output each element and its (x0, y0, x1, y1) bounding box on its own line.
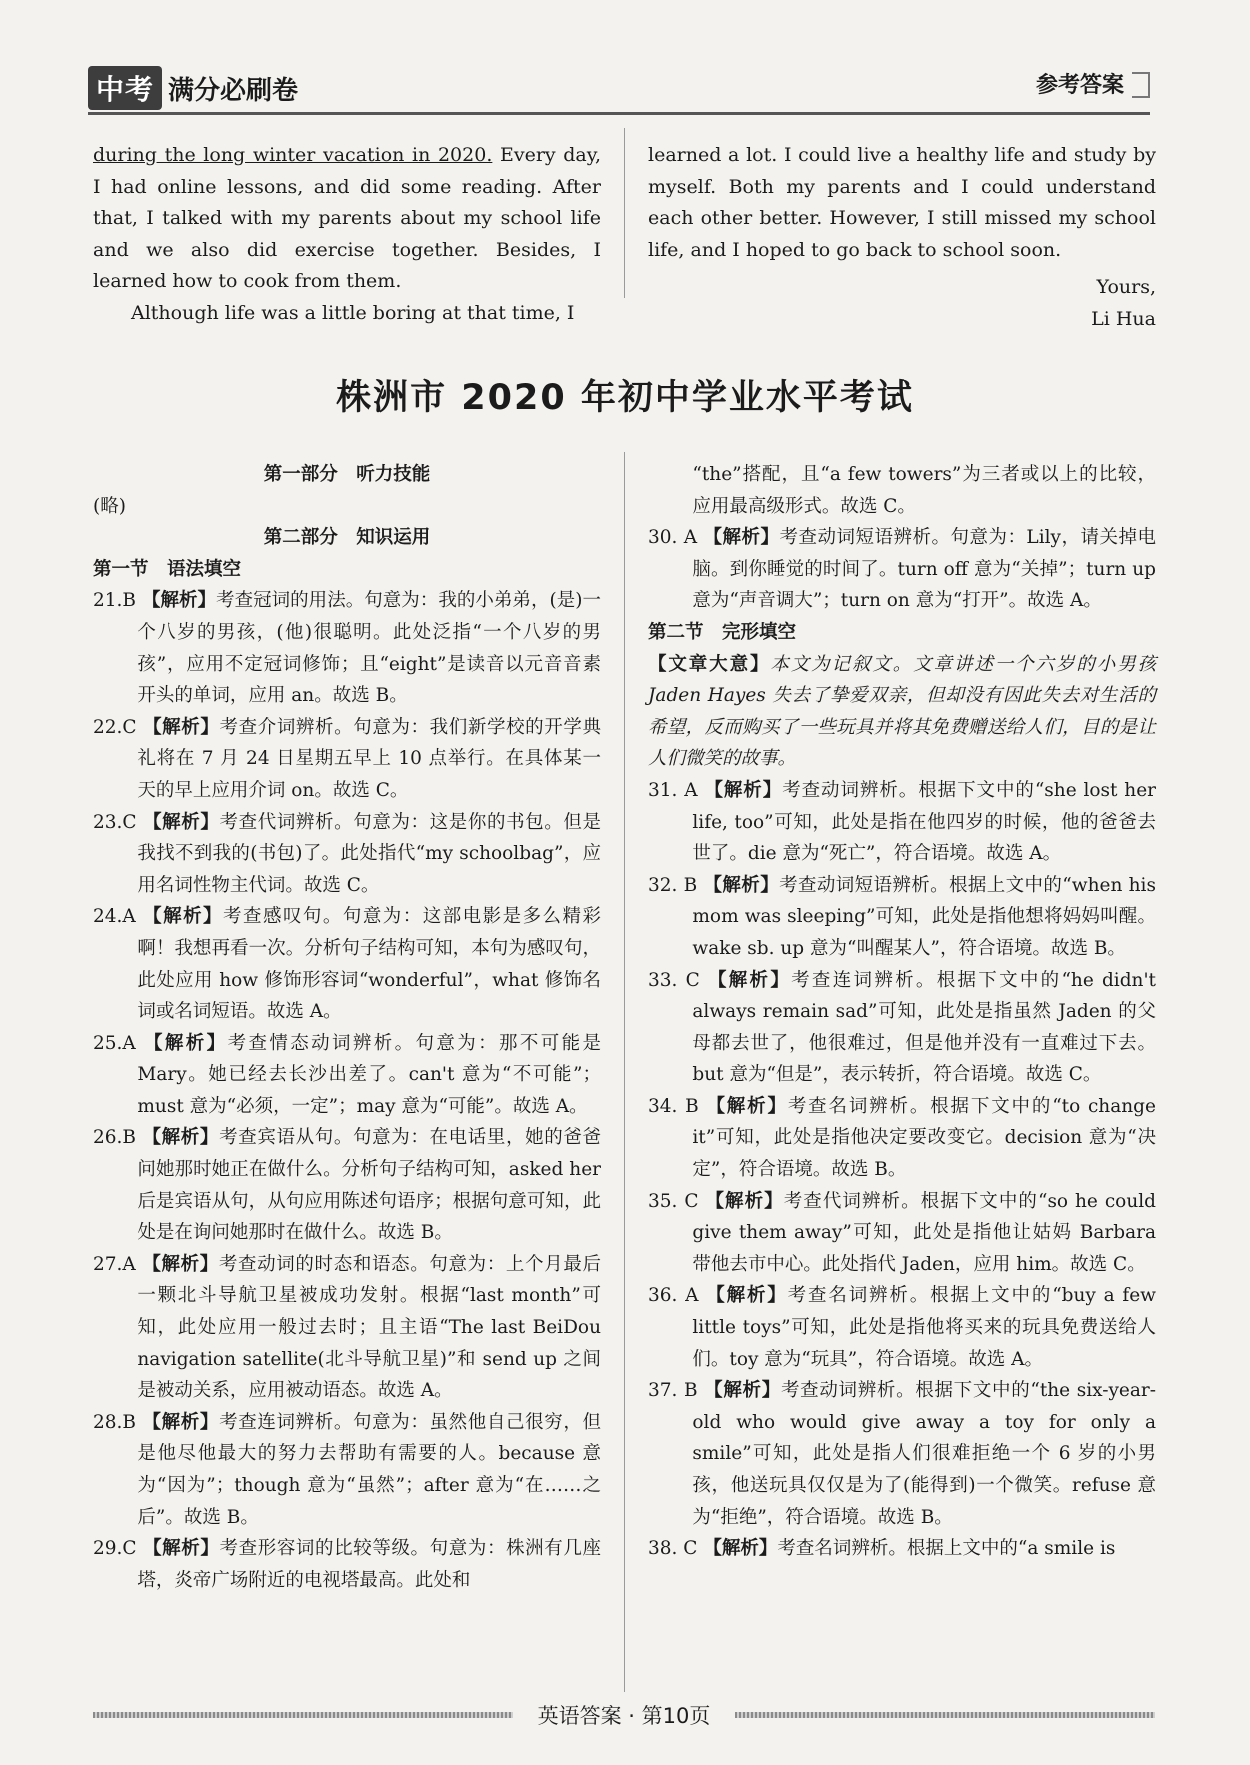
letter-closing: Yours, (1096, 276, 1156, 298)
answer-list-right (648, 775, 1156, 1565)
answer-item (93, 712, 601, 807)
answer-item (648, 775, 1156, 870)
answer-item-30: 30. A 【解析】考查动词短语辨析。句意为：Lily，请关掉电脑。到你睡觉的时间了。turn off 意为“关掉”；turn up 意为“声音调大”；turn on 意为“打开”。故选 A。 (648, 527, 1156, 612)
analysis-tag: 【解析】 (706, 1285, 788, 1307)
analysis-text: 考查名词辨析。根据上文中的“buy a few little toys”可知，此处是指他将买来的玩具免费送给人们。toy 意为“玩具”，符合语境。故选 A。 (692, 1285, 1156, 1370)
answers-left-column (93, 459, 601, 1596)
answer-item (648, 1375, 1156, 1533)
letter-paragraph-3: learned a lot. I could live a healthy life and study by myself. Both my parents and I could understand each other better. However, I still missed my school life, and I hoped to go back to school soon. (648, 144, 1156, 261)
analysis-text: 考查名词辨析。根据下文中的“to change it”可知，此处是指他决定要改变它。decision 意为“决定”，符合语境。故选 B。 (692, 1095, 1156, 1181)
footer-bar-right (735, 1712, 1155, 1718)
exam-title: 株洲市 2020 年初中学业水平考试 (336, 378, 914, 418)
letter-signature: Li Hua (1091, 307, 1156, 330)
logo-box: 中考 (88, 66, 162, 110)
analysis-tag: 【解析】 (143, 811, 220, 833)
letter-left-column (93, 140, 601, 329)
answer-item (648, 1280, 1156, 1375)
analysis-tag: 【解析】 (703, 874, 780, 896)
answer-number: 28.B (93, 1411, 137, 1433)
article-summary: 【文章大意】本文为记叙文。文章讲述一个六岁的小男孩 Jaden Hayes 失去了挚爱双亲，但却没有因此失去对生活的希望，反而购买了一些玩具并将其免费赠送给人们，目的是让人们微笑的故事。 (648, 653, 1156, 770)
answer-item (93, 1122, 601, 1248)
analysis-text: 考查宾语从句。句意为：在电话里，她的爸爸问她那时她正在做什么。分析句子结构可知，asked her 后是宾语从句，从句应用陈述句语序；根据句意可知，此处是在询问她那时在做什么。故选 B。 (137, 1127, 601, 1244)
header-divider (88, 112, 1150, 115)
answers-right-column (648, 459, 1156, 1565)
analysis-text: 考查代词辨析。根据下文中的“so he could give them away”可知，此处是指他让姑妈 Barbara 带他去市中心。此处指代 Jaden，应用 him。故选 C。 (692, 1190, 1156, 1275)
analysis-tag: 【解析】 (706, 1095, 788, 1117)
series-logo (88, 68, 298, 108)
analysis-text: 考查动词短语辨析。根据上文中的“when his mom was sleeping”可知，此处是指他想将妈妈叫醒。wake sb. up 意为“叫醒某人”，符合语境。故选 B。 (692, 874, 1156, 959)
analysis-text: 考查代词辨析。句意为：这是你的书包。但是我找不到我的(书包)了。此处指代“my schoolbag”，应用名词性物主代词。故选 C。 (137, 811, 601, 896)
answer-item (93, 807, 601, 902)
answer-number: 26.B (93, 1127, 137, 1149)
section2-heading: 第二节 完形填空 (648, 621, 797, 643)
answer-item (93, 585, 601, 711)
answer-number: 22.C (93, 716, 137, 738)
answer-number: 27.A (93, 1253, 136, 1275)
analysis-text: 考查名词辨析。根据上文中的“a smile is (777, 1538, 1116, 1560)
answer-tab: 参考答案 (1036, 68, 1150, 99)
analysis-text: 考查介词辨析。句意为：我们新学校的开学典礼将在 7 月 24 日星期五早上 10 点举行。在具体某一天的早上应用介词 on。故选 C。 (137, 716, 601, 801)
analysis-text: 考查动词的时态和语态。句意为：上个月最后一颗北斗导航卫星被成功发射。根据“last month”可知，此处应用一般过去时；且主语“The last BeiDou navigation satellite(北斗导航卫星)”和 send up 之间是被动关系，应用被动语态。故选 A。 (137, 1253, 601, 1402)
analysis-text: 考查动词辨析。根据下文中的“she lost her life, too”可知，此处是指在他四岁的时候，他的爸爸去世了。die 意为“死亡”，符合语境。故选 A。 (692, 779, 1156, 865)
answer-item (93, 1407, 601, 1533)
summary-tag: 【文章大意】 (648, 653, 771, 675)
analysis-tag: 【解析】 (143, 906, 224, 928)
analysis-text: 考查冠词的用法。句意为：我的小弟弟，(是)一个八岁的男孩，(他)很聪明。此处泛指“一个八岁的男孩”，应用不定冠词修饰；且“eight”是读音以元音音素开头的单词，应用 an。故选 B。 (137, 590, 601, 707)
column-divider-top (624, 128, 625, 298)
analysis-text: 考查连词辨析。根据下文中的“he didn't always remain sad”可知，此处是指虽然 Jaden 的父母都去世了，他很难过，但是他并没有一直难过下去。but 意为“但是”，表示转折，符合语境。故选 C。 (692, 969, 1156, 1086)
analysis-tag: 【解析】 (704, 779, 783, 801)
answer-number: 36. A (648, 1285, 699, 1307)
answer-29-continuation: “the”搭配，且“a few towers”为三者或以上的比较，应用最高级形式。故选 C。 (692, 464, 1156, 517)
answer-number: 38. C (648, 1538, 698, 1560)
answer-item (648, 965, 1156, 1091)
analysis-tag: 【解析】 (142, 1253, 219, 1275)
underlined-phrase: during the long winter vacation in 2020. (93, 144, 493, 166)
analysis-tag: 【解析】 (704, 1380, 781, 1402)
answer-number: 24.A (93, 906, 136, 928)
answer-item (93, 1249, 601, 1407)
answer-number: 25.A (93, 1032, 136, 1054)
analysis-text: 考查连词辨析。句意为：虽然他自己很穷，但是他尽他最大的努力去帮助有需要的人。because 意为“因为”；though 意为“虽然”；after 意为“在……之后”。故选 B。 (137, 1411, 601, 1528)
analysis-tag: 【解析】 (142, 1127, 220, 1149)
analysis-tag: 【解析】 (143, 1538, 220, 1560)
letter-right-column (648, 140, 1156, 335)
letter-paragraph-2: Although life was a little boring at that time, I (131, 301, 575, 324)
answer-number: 37. B (648, 1380, 698, 1402)
page-footer (93, 1700, 1155, 1730)
analysis-text: 考查形容词的比较等级。句意为：株洲有几座塔，炎帝广场附近的电视塔最高。此处和 (137, 1538, 601, 1591)
analysis-tag: 【解析】 (144, 1032, 228, 1054)
analysis-tag: 【解析】 (141, 590, 217, 612)
analysis-tag: 【解析】 (707, 969, 792, 991)
answer-number: 23.C (93, 811, 137, 833)
answer-item (648, 870, 1156, 965)
analysis-tag: 【解析】 (705, 1190, 784, 1212)
page-header (88, 66, 1150, 110)
analysis-text: 考查情态动词辨析。句意为：那不可能是 Mary。她已经去长沙出差了。can't 意为“不可能”；must 意为“必须，一定”；may 意为“可能”。故选 A。 (137, 1032, 601, 1117)
answer-number: 29.C (93, 1538, 137, 1560)
answer-item (93, 901, 601, 1027)
answer-list-left (93, 585, 601, 1596)
analysis-text: 考查感叹句。句意为：这部电影是多么精彩啊！我想再看一次。分析句子结构可知，本句为感叹句，此处应用 how 修饰形容词“wonderful”，what 修饰名词或名词短语。故选 A。 (137, 906, 601, 1023)
page-number: 英语答案 · 第10页 (537, 1704, 711, 1728)
analysis-tag: 【解析】 (703, 1538, 778, 1560)
answer-item (93, 1533, 601, 1596)
answer-number: 34. B (648, 1095, 699, 1117)
answer-number: 35. C (648, 1190, 699, 1212)
letter-paragraph-1: during the long winter vacation in 2020. Every day, I had online lessons, and did some reading. After that, I talked with my parents about my school life and we also did exercise together. Besides, I learned how to cook from them. (93, 144, 601, 292)
answer-number: 33. C (648, 969, 700, 991)
omitted-note: (略) (93, 495, 126, 517)
analysis-tag: 【解析】 (143, 716, 220, 738)
section1-heading: 第一节 语法填空 (93, 558, 242, 580)
analysis-text: 考查动词辨析。根据下文中的“the six-year-old who would give away a toy for only a smile”可知，此处是指人们很难拒绝一个 6 岁的小男孩，他送玩具仅仅是为了(能得到)一个微笑。refuse 意为“拒绝”，符合语境。故选 B。 (692, 1380, 1156, 1528)
answer-item (648, 1091, 1156, 1186)
answer-number: 31. A (648, 779, 698, 801)
series-title: 满分必刷卷 (168, 75, 299, 106)
answer-item (93, 1028, 601, 1123)
analysis-tag: 【解析】 (142, 1411, 220, 1433)
part2-heading: 第二部分 知识运用 (263, 527, 431, 549)
part1-heading: 第一部分 听力技能 (263, 464, 431, 485)
column-divider-bottom (624, 452, 625, 1692)
answer-item (648, 1186, 1156, 1281)
answer-item (648, 1533, 1156, 1565)
answer-number: 21.B (93, 590, 137, 612)
answer-number: 32. B (648, 874, 698, 896)
